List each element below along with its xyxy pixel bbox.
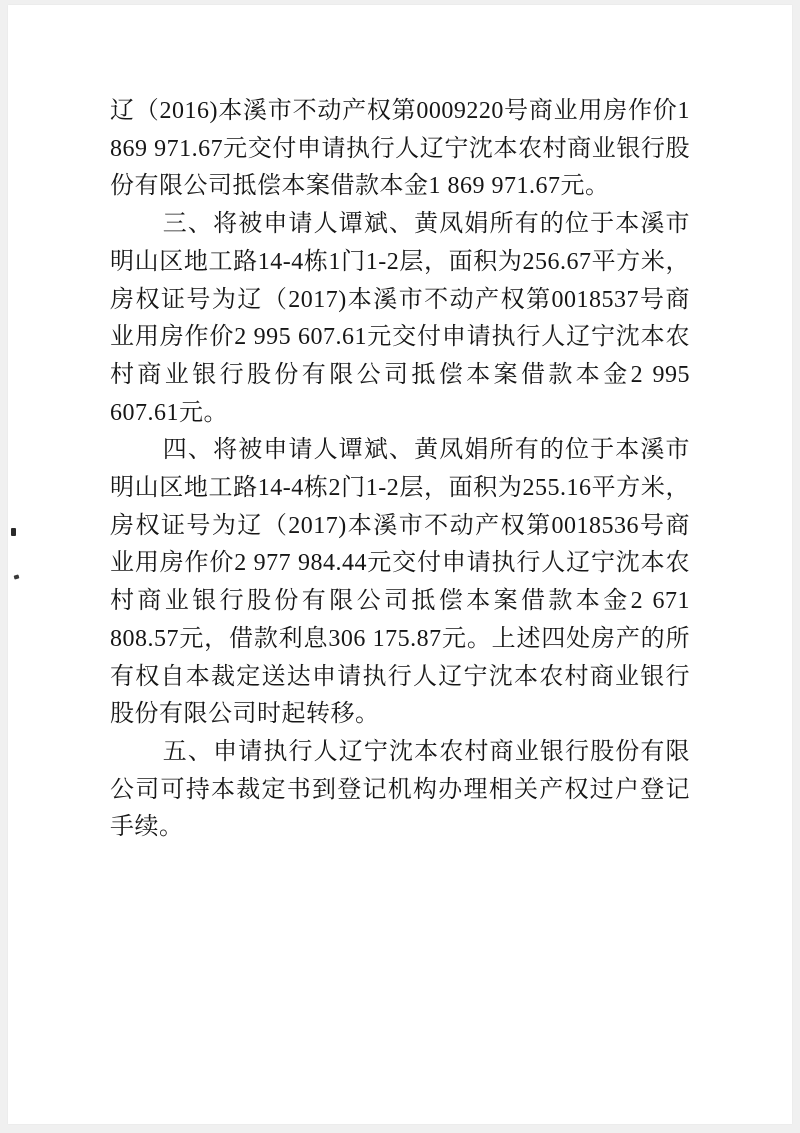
- body-paragraph-item-5: 五、申请执行人辽宁沈本农村商业银行股份有限公司可持本裁定书到登记机构办理相关产权过户登记手续。: [110, 738, 690, 841]
- body-paragraph-item-3: 三、将被申请人谭斌、黄凤娟所有的位于本溪市明山区地工路14-4栋1门1-2层，面积为256.67平方米，房权证号为辽（2017)本溪市不动产权第0018537号商业用房作价2 995 607.61元交付申请执行人辽宁沈本农村商业银行股份有限公司抵偿本案借款本金2 995 607.61元。: [110, 211, 690, 426]
- document-text-block: [110, 93, 690, 847]
- body-paragraph-item-4: 四、将被申请人谭斌、黄凤娟所有的位于本溪市明山区地工路14-4栋2门1-2层，面积为255.16平方米，房权证号为辽（2017)本溪市不动产权第0018536号商业用房作价2 977 984.44元交付申请执行人辽宁沈本农村商业银行股份有限公司抵偿本案借款本金2 671 808.57元，借款利息306 175.87元。上述四处房产的所有权自本裁定送达申请执行人辽宁沈本农村商业银行股份有限公司时起转移。: [110, 437, 690, 728]
- document-page: [8, 5, 792, 1124]
- ink-speck-artifact: [11, 528, 16, 536]
- body-paragraph-continuation: 辽（2016)本溪市不动产权第0009220号商业用房作价1 869 971.67元交付申请执行人辽宁沈本农村商业银行股份有限公司抵偿本案借款本金1 869 971.67元。: [110, 98, 690, 200]
